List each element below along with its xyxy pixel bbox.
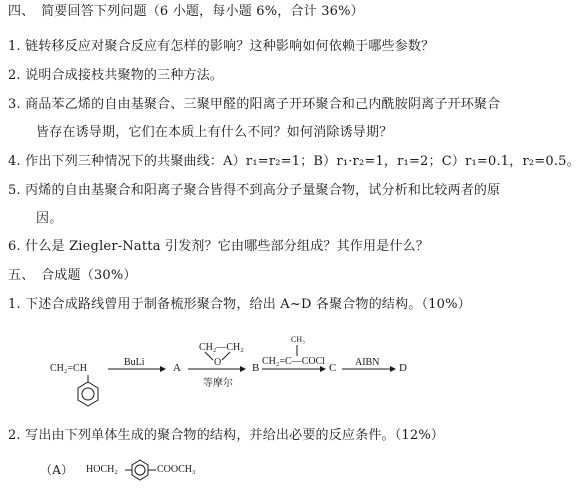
methyl-group: CH₃ <box>291 335 305 344</box>
section4-header: 四、 简要回答下列问题（6 小题，每小题 6%，合计 36%） <box>8 4 364 19</box>
section4-question-2: 2. 说明合成接枝共聚物的三种方法。 <box>8 68 224 83</box>
section4-question-3-line1: 3. 商品苯乙烯的自由基聚合、三聚甲醛的阳离子开环聚合和己内酰胺阴离子开环聚合 <box>8 97 501 112</box>
section4-question-4: 4. 作出下列三种情况下的共聚曲线：A）r₁=r₂=1；B）r₁·r₂=1，r₁=2；C）r₁=0.1，r₂=0.5。 <box>8 154 580 169</box>
methacryloyl-chloride: CH₂=C—COCl <box>262 356 326 367</box>
monomer-a-right-group: COOCH₃ <box>157 464 196 475</box>
section4-question-3-line2: 皆存在诱导期，它们在本质上有什么不同？如何消除诱导期？ <box>36 125 393 140</box>
intermediate-c: C <box>329 362 337 374</box>
section4-question-5-line2: 因。 <box>36 211 63 226</box>
intermediate-b: B <box>252 362 260 374</box>
section4-question-6: 6. 什么是 Ziegler-Natta 引发剂？它由哪些部分组成？其作用是什么？ <box>8 239 429 254</box>
monomer-benzene-ring-icon <box>125 460 156 480</box>
section4-question-5-line1: 5. 丙烯的自由基聚合和阳离子聚合皆得不到高分子量聚合物，试分析和比较两者的原 <box>8 183 501 198</box>
intermediate-a: A <box>173 362 181 374</box>
section4-question-1: 1. 链转移反应对聚合反应有怎样的影响？这种影响如何依赖于哪些参数？ <box>8 39 435 54</box>
section5-question-2: 2. 写出由下列单体生成的聚合物的结构，并给出必要的反应条件。（12%） <box>8 428 445 443</box>
section5-question-1: 1. 下述合成路线曾用于制备梳形聚合物，给出 A~D 各聚合物的结构。（10%） <box>8 297 471 312</box>
section5-header: 五、 合成题（30%） <box>8 268 137 283</box>
epoxide-top: CH₂—CH₂ <box>199 342 244 353</box>
reagent-buli: BuLi <box>124 357 145 368</box>
reactant-styrene: CH₂=CH <box>50 363 87 374</box>
epoxide-oxygen: O <box>214 357 222 368</box>
benzene-ring-icon <box>78 375 98 406</box>
reagent-equimolar: 等摩尔 <box>203 378 233 389</box>
monomer-a-label: （A） <box>40 463 74 477</box>
reagent-aibn: AIBN <box>355 357 380 368</box>
product-d: D <box>399 362 407 374</box>
monomer-a-left-group: HOCH₂ <box>86 464 118 475</box>
